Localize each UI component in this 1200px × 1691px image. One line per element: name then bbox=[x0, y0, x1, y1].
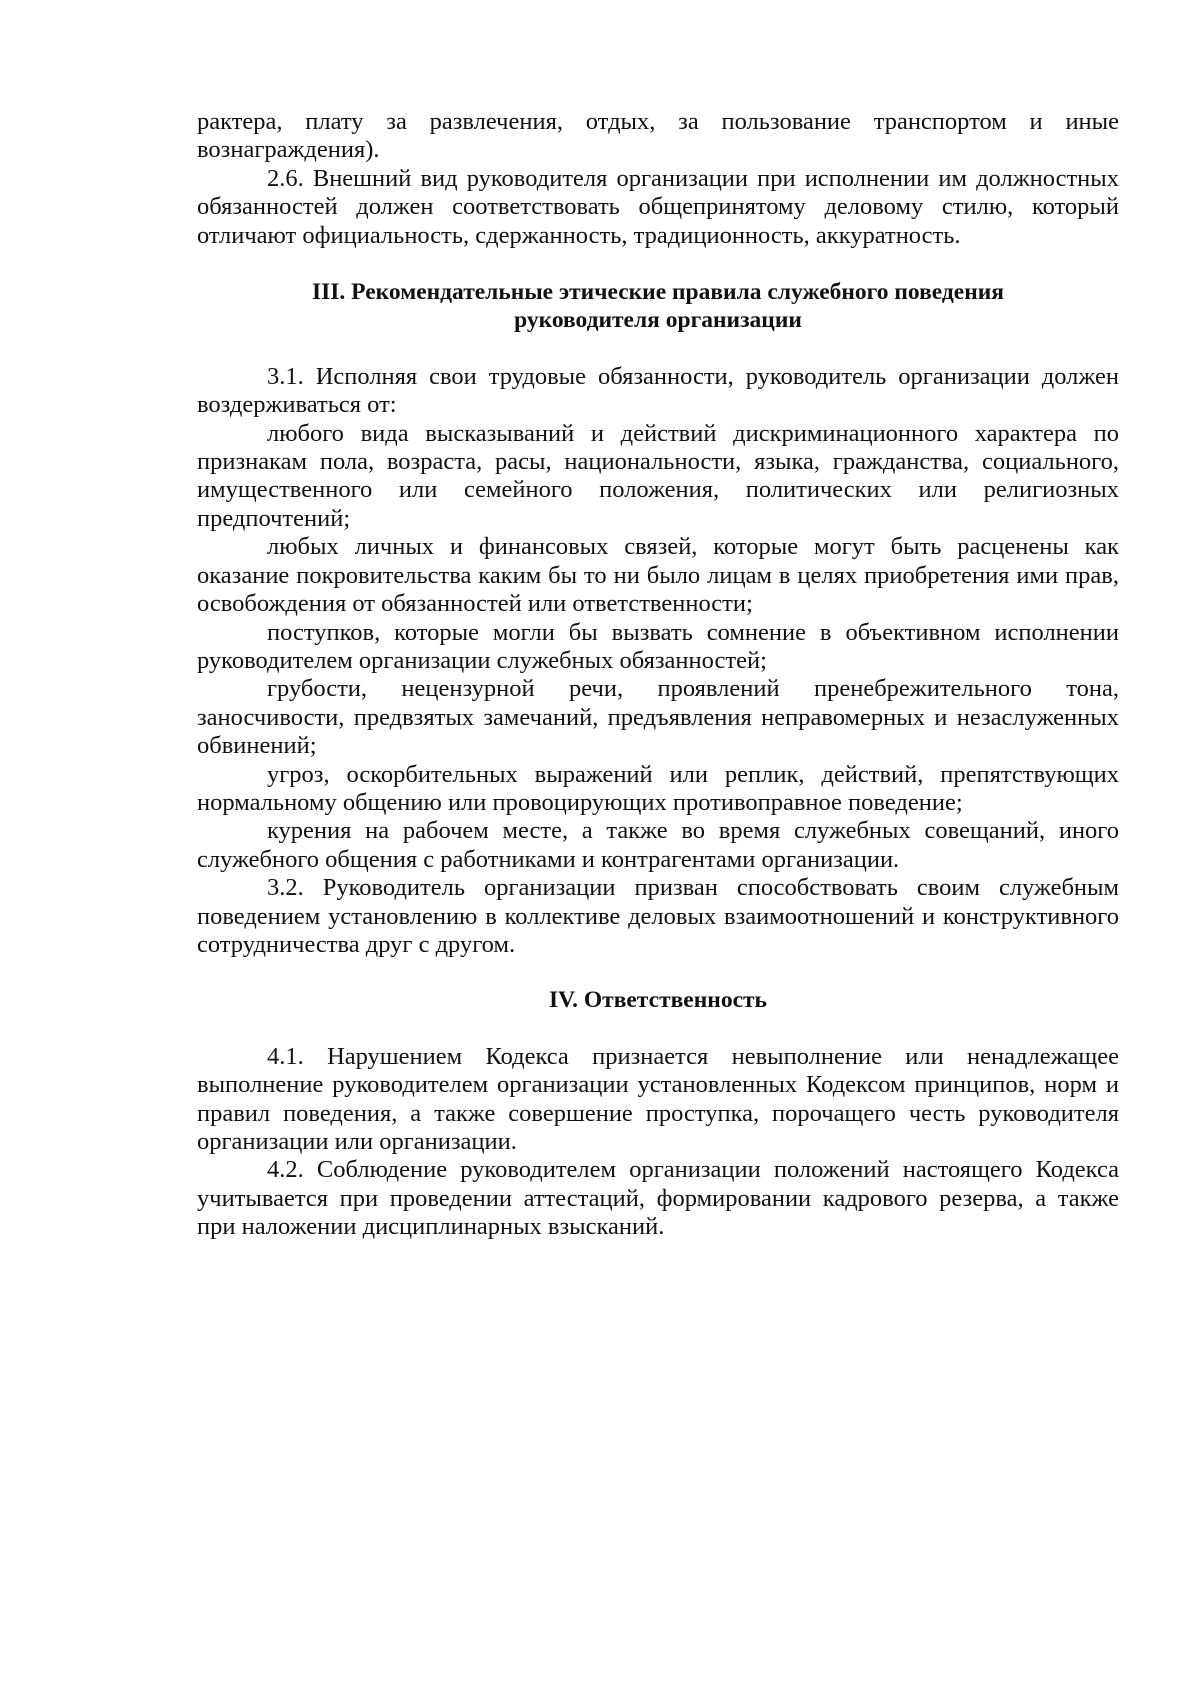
document-body bbox=[197, 108, 1119, 1242]
section-3-title: III. Рекомендательные этические правила служебного поведения руководителя организации bbox=[312, 279, 1004, 334]
section-4-title: IV. Ответственность bbox=[549, 987, 767, 1014]
list-item: курения на рабочем месте, а также во время служебных совещаний, иного служебного общения с работниками и контрагентами организации. bbox=[197, 817, 1119, 873]
intro-paragraph: рактера, плату за развлечения, отдых, за пользование транспортом и иные вознаграждения). bbox=[197, 108, 1119, 164]
list-item: грубости, нецензурной речи, проявлений пренебрежительного тона, заносчивости, предвзятых замечаний, предъявления неправомерных и незаслуженных обвинений; bbox=[197, 675, 1119, 760]
paragraph-4-1: 4.1. Нарушением Кодекса признается невыполнение или ненадлежащее выполнение руководителем организации установленных Кодексом принципов, норм и правил поведения, а также совершение проступка, порочащего честь руководителя организации или организации. bbox=[197, 1042, 1119, 1155]
paragraph-4-2: 4.2. Соблюдение руководителем организации положений настоящего Кодекса учитывается при проведении аттестаций, формировании кадрового резерва, а также при наложении дисциплинарных взысканий. bbox=[197, 1156, 1119, 1241]
paragraph-3-2: 3.2. Руководитель организации призван способствовать своим служебным поведением установлению в коллективе деловых взаимоотношений и конструктивного сотрудничества друг с другом. bbox=[197, 874, 1119, 958]
paragraph-3-1: 3.1. Исполняя свои трудовые обязанности, руководитель организации должен воздерживаться от: bbox=[197, 362, 1119, 419]
list-item: любых личных и финансовых связей, которые могут быть расценены как оказание покровительства каким бы то ни было лицам в целях приобретения ими прав, освобождения от обязанностей или ответственности; bbox=[197, 533, 1119, 618]
list-item: угроз, оскорбительных выражений или реплик, действий, препятствующих нормальному общению или провоцирующих противоправное поведение; bbox=[197, 760, 1119, 816]
paragraph-2-6: 2.6. Внешний вид руководителя организации при исполнении им должностных обязанностей должен соответствовать общепринятому деловому стилю, который отличают официальность, сдержанность, традиционность, аккуратность. bbox=[197, 164, 1119, 249]
list-item: любого вида высказываний и действий дискриминационного характера по признакам пола, возраста, расы, национальности, языка, гражданства, социального, имущественного или семейного положения, политических или религиозных предпочтений; bbox=[197, 419, 1119, 532]
list-item: поступков, которые могли бы вызвать сомнение в объективном исполнении руководителем организации служебных обязанностей; bbox=[197, 618, 1119, 674]
